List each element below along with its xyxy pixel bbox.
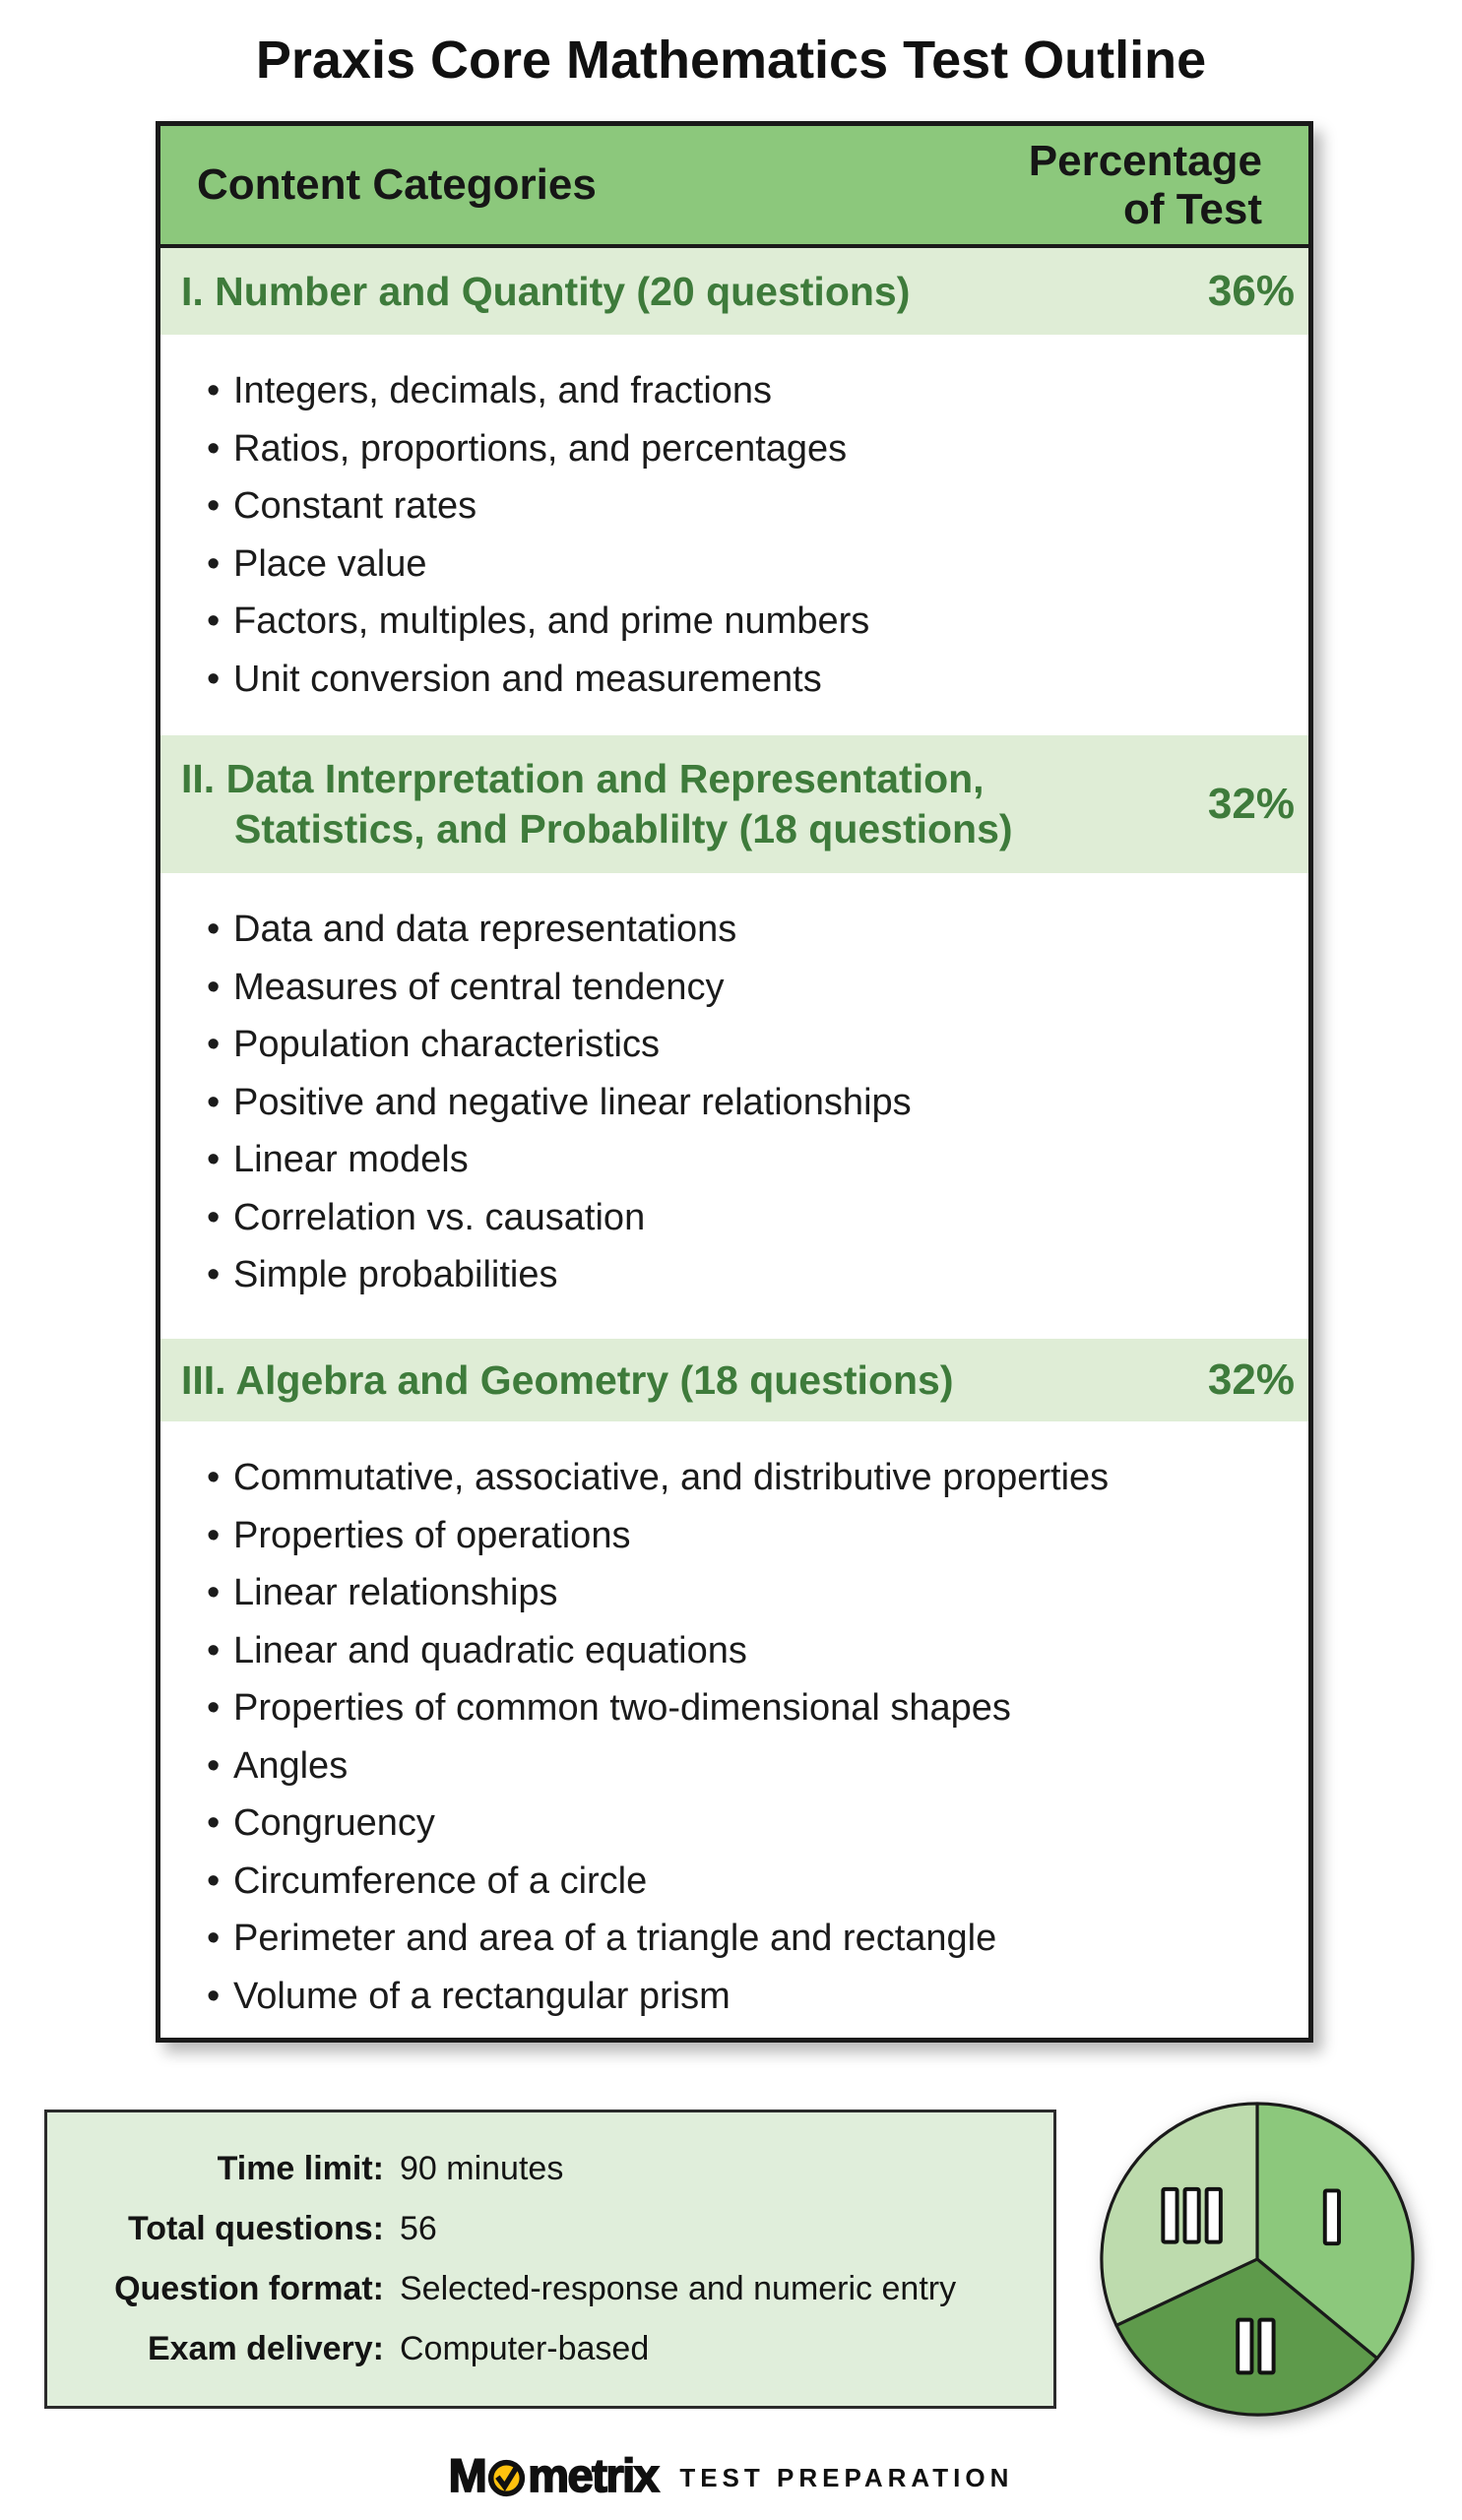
bullet-list-2	[160, 873, 1308, 1304]
detail-value: 56	[400, 2210, 437, 2247]
bullet-icon: •	[207, 1802, 221, 1844]
list-item-text: Constant rates	[233, 485, 477, 527]
section-band-1	[160, 248, 1308, 335]
list-item	[160, 1910, 1289, 1968]
bullet-icon: •	[207, 1081, 221, 1123]
list-item	[160, 1246, 1289, 1304]
list-item-text: Circumference of a circle	[233, 1859, 648, 1902]
list-item-text: Population characteristics	[233, 1024, 660, 1065]
brand-logo	[0, 2443, 1462, 2506]
bullet-icon: •	[207, 1744, 221, 1787]
section-title-3: III. Algebra and Geometry (18 questions)	[181, 1356, 954, 1403]
bullet-list-1	[160, 335, 1308, 708]
list-item-text: Place value	[233, 542, 427, 585]
section-title-2-line1: II. Data Interpretation and Representation,	[181, 756, 985, 802]
list-item	[160, 1795, 1289, 1853]
list-item-text: Factors, multiples, and prime numbers	[233, 600, 870, 642]
detail-label: Time limit:	[217, 2150, 384, 2187]
pie-label-I-icon	[1325, 2190, 1339, 2243]
percentage-header-line2: of Test	[1123, 185, 1262, 233]
pie-label-III-icon	[1163, 2189, 1220, 2242]
list-item	[160, 901, 1289, 959]
bullet-list-3	[160, 1421, 1308, 2025]
list-item	[160, 420, 1289, 478]
detail-row	[47, 2139, 1034, 2199]
bullet-icon: •	[207, 1572, 221, 1613]
list-item	[160, 1189, 1289, 1247]
list-item	[160, 1853, 1289, 1911]
detail-label: Question format:	[114, 2270, 384, 2307]
list-item	[160, 1074, 1289, 1132]
table-header-row	[160, 126, 1308, 248]
bullet-icon: •	[207, 427, 221, 470]
list-item	[160, 1564, 1289, 1622]
bullet-icon: •	[207, 966, 221, 1008]
page-title: Praxis Core Mathematics Test Outline	[255, 31, 1207, 90]
bullet-icon: •	[207, 1629, 221, 1671]
detail-row	[47, 2259, 1034, 2319]
list-item-text: Properties of operations	[233, 1514, 631, 1556]
bullet-icon: •	[207, 370, 221, 411]
list-item-text: Perimeter and area of a triangle and rectangle	[233, 1918, 997, 1959]
percentage-header	[1029, 137, 1262, 234]
list-item-text: Integers, decimals, and fractions	[233, 370, 773, 411]
bullet-icon: •	[207, 600, 221, 642]
list-item	[160, 1737, 1289, 1796]
content-categories-header: Content Categories	[197, 160, 597, 209]
bullet-icon: •	[207, 1514, 221, 1556]
list-item	[160, 362, 1289, 420]
section-title-2	[181, 754, 1208, 854]
list-item-text: Volume of a rectangular prism	[233, 1975, 731, 2017]
list-item	[160, 1016, 1289, 1074]
detail-value: Computer-based	[400, 2330, 650, 2367]
list-item	[160, 1679, 1289, 1737]
list-item-text: Correlation vs. causation	[233, 1196, 646, 1238]
detail-value: 90 minutes	[400, 2150, 564, 2187]
list-item-text: Data and data representations	[233, 909, 737, 950]
bullet-icon: •	[207, 485, 221, 527]
list-item	[160, 1131, 1289, 1189]
list-item	[160, 1449, 1289, 1507]
clock-icon	[486, 2458, 527, 2498]
list-item	[160, 651, 1289, 709]
section-percentage-1: 36%	[1207, 267, 1295, 315]
outline-table	[156, 121, 1313, 2043]
list-item-text: Linear models	[233, 1139, 469, 1180]
list-item-text: Measures of central tendency	[233, 966, 725, 1008]
bullet-icon: •	[207, 1024, 221, 1065]
bullet-icon: •	[207, 1196, 221, 1238]
section-percentage-2: 32%	[1207, 780, 1295, 828]
bullet-icon: •	[207, 1687, 221, 1729]
detail-row	[47, 2319, 1034, 2379]
bullet-icon: •	[207, 1139, 221, 1180]
bullet-icon: •	[207, 1975, 221, 2017]
list-item-text: Linear and quadratic equations	[233, 1629, 747, 1671]
list-item-text: Properties of common two-dimensional shapes	[233, 1687, 1011, 1729]
bullet-icon: •	[207, 542, 221, 585]
list-item-text: Simple probabilities	[233, 1254, 558, 1295]
detail-row	[47, 2199, 1034, 2259]
list-item	[160, 593, 1289, 651]
bullet-icon: •	[207, 1457, 221, 1498]
section-band-3	[160, 1339, 1308, 1421]
brand-wordmark-suffix: metrix	[528, 2448, 659, 2501]
section-title-2-line2: Statistics, and Probablilty (18 questions)	[234, 806, 1013, 851]
list-item	[160, 959, 1289, 1017]
list-item	[160, 536, 1289, 594]
bullet-icon: •	[207, 1254, 221, 1295]
brand-wordmark-prefix: M	[448, 2448, 486, 2501]
section-band-2	[160, 735, 1308, 873]
list-item-text: Positive and negative linear relationships	[233, 1081, 912, 1123]
bullet-icon: •	[207, 909, 221, 950]
bullet-icon: •	[207, 1859, 221, 1902]
detail-value: Selected-response and numeric entry	[400, 2270, 957, 2307]
list-item	[160, 1507, 1289, 1565]
bullet-icon: •	[207, 1918, 221, 1959]
list-item-text: Ratios, proportions, and percentages	[233, 427, 848, 470]
detail-label: Total questions:	[127, 2210, 384, 2247]
brand-tagline: TEST PREPARATION	[679, 2462, 1014, 2492]
list-item	[160, 1968, 1289, 2026]
list-item-text: Linear relationships	[233, 1572, 558, 1613]
pie-chart	[1094, 2096, 1421, 2423]
detail-label: Exam delivery:	[147, 2330, 384, 2367]
section-title-1: I. Number and Quantity (20 questions)	[181, 268, 911, 314]
bullet-icon: •	[207, 658, 221, 700]
pie-chart-svg	[1094, 2096, 1421, 2423]
list-item-text: Congruency	[233, 1802, 435, 1844]
list-item-text: Commutative, associative, and distributive properties	[233, 1457, 1110, 1498]
list-item	[160, 477, 1289, 536]
list-item-text: Unit conversion and measurements	[233, 658, 822, 700]
section-percentage-3: 32%	[1207, 1355, 1295, 1404]
list-item	[160, 1622, 1289, 1680]
list-item-text: Angles	[233, 1744, 349, 1787]
percentage-header-line1: Percentage	[1028, 136, 1262, 185]
details-box	[44, 2110, 1056, 2409]
